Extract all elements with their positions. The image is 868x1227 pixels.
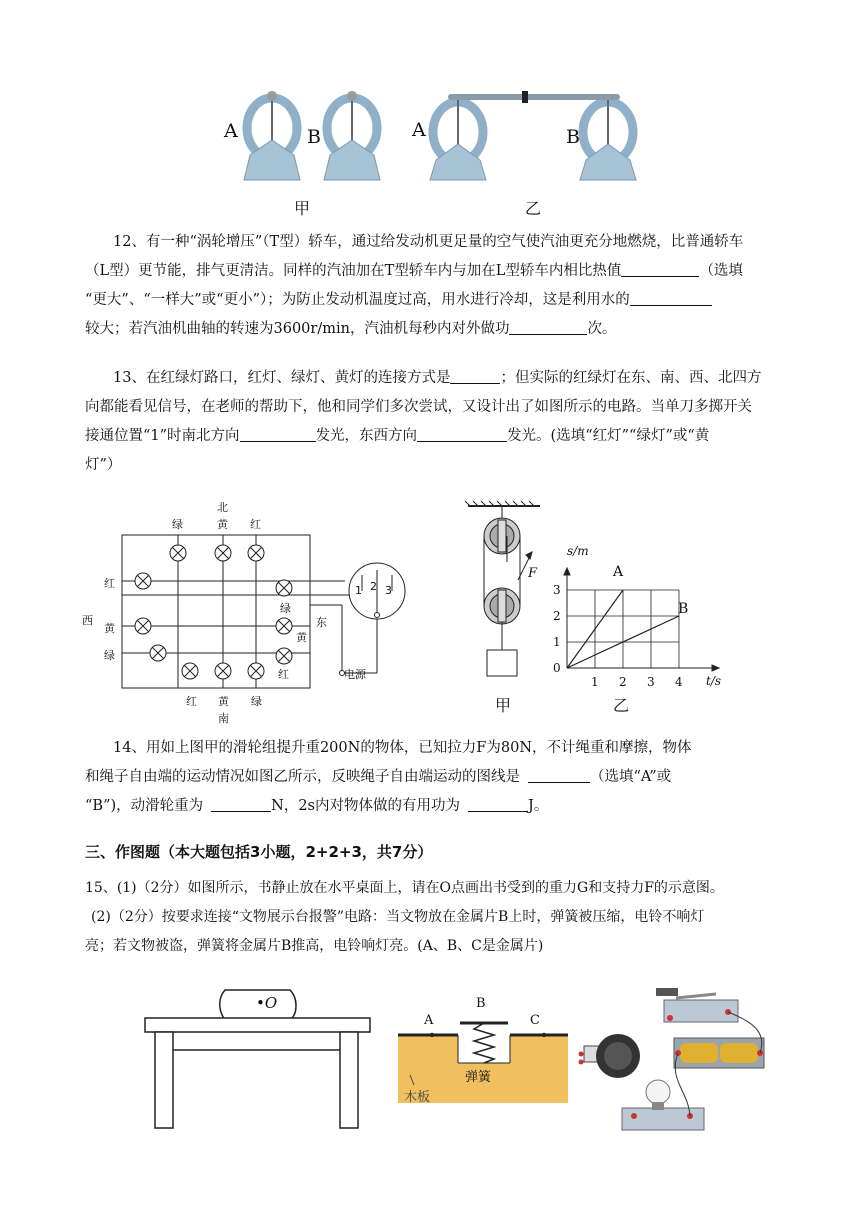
q12-line1: 12、有一种“涡轮增压”（T型）轿车，通过给发动机更足量的空气使汽油更充分地燃烧，比普通轿车 — [113, 234, 744, 250]
q13-line4: 灯”） — [85, 457, 122, 473]
x-tick-label: 4 — [675, 675, 683, 689]
q14-blank2[interactable] — [211, 797, 271, 812]
board-label: 木板 — [404, 1090, 431, 1105]
q13-line1a: 13、在红绿灯路口，红灯、绿灯、黄灯的连接方式是 — [113, 370, 451, 386]
spring-label: 弹簧 — [465, 1070, 492, 1085]
label-left-green: 绿 — [104, 649, 115, 662]
label-bottom-green: 绿 — [251, 695, 262, 708]
graph-ylabel: s/m — [567, 544, 589, 558]
label-top-green: 绿 — [172, 518, 183, 531]
point-o: •O — [256, 994, 278, 1012]
q15-line3: 亮；若文物被盗，弹簧将金属片B推高，电铃响灯亮。(A、B、C是金属片) — [85, 938, 544, 954]
label-right-green: 绿 — [280, 602, 291, 615]
q12-line4b: 次。 — [587, 321, 617, 337]
battery-icon — [674, 1038, 764, 1068]
label-b1: B — [307, 126, 321, 148]
y-axis-arrow — [564, 568, 570, 575]
metal-b-label: B — [476, 996, 486, 1011]
line-a-label: A — [613, 564, 624, 580]
x-tick-label: 3 — [647, 675, 655, 689]
electroscope-a — [244, 91, 300, 180]
label-bottom-red: 红 — [186, 695, 197, 708]
question-15 — [85, 874, 790, 961]
q14-line1: 14、用如上图甲的滑轮组提升重200N的物体，已知拉力F为80N，不计绳重和摩擦，物体 — [113, 740, 692, 756]
table-leg-left — [155, 1032, 173, 1128]
lamp-icon — [622, 1080, 704, 1130]
graph-xlabel: t/s — [706, 674, 722, 688]
label-b2: B — [566, 126, 580, 148]
q12-line2a: （L型）更节能，排气更清洁。同样的汽油加在T型轿车内与加在L型轿车内相比热值 — [85, 263, 622, 279]
label-right-red: 红 — [278, 668, 289, 681]
switch-icon — [656, 988, 738, 1022]
q12-line3a: “更大”、“一样大”或“更小”）；为防止发动机温度过高，用水进行冷却，这是利用水的 — [85, 292, 630, 308]
section-three-heading: 三、作图题（本大题包括3小题，2+2+3，共7分） — [85, 843, 433, 861]
q14-line3b: N，2s内对物体做的有用功为 — [271, 798, 460, 814]
table-top — [145, 1018, 370, 1032]
y-tick-label: 2 — [553, 609, 561, 623]
switch-pos-3: 3 — [385, 584, 392, 597]
caption-yi: 乙 — [525, 199, 542, 218]
label-power: 电源 — [344, 668, 366, 681]
label-right-yellow: 黄 — [296, 631, 307, 644]
caption-jia: 甲 — [294, 199, 311, 218]
electroscope-d — [580, 98, 636, 180]
label-a1: A — [224, 120, 238, 142]
line-b-label: B — [678, 601, 689, 617]
q15-line1: 15、(1)（2分）如图所示，书静止放在水平桌面上，请在O点画出书受到的重力G和支持力F的示意图。 — [85, 880, 724, 896]
force-label: F — [528, 566, 538, 581]
metal-c-label: C — [530, 1013, 540, 1028]
label-a2: A — [412, 119, 426, 141]
question-12 — [85, 228, 790, 344]
q15-line2: (2)（2分）按要求连接“文物展示台报警”电路：当文物放在金属片B上时，弹簧被压缩，电铃不响灯 — [91, 909, 705, 925]
electroscope-figure — [200, 80, 670, 220]
q14-line3c: J。 — [528, 798, 549, 814]
bell-icon — [579, 1034, 641, 1078]
graph-origin: 0 — [553, 661, 561, 675]
q13-line3a: 接通位置“1”时南北方向 — [85, 428, 240, 444]
metal-rod — [448, 91, 620, 103]
q13-blank1[interactable] — [450, 369, 500, 384]
x-tick-label: 1 — [591, 675, 599, 689]
q14-line2a: 和绳子自由端的运动情况如图乙所示，反映绳子自由端运动的图线是 — [85, 769, 520, 785]
label-top-yellow: 黄 — [217, 518, 228, 531]
q12-line4a: 较大；若汽油机曲轴的转速为3600r/min，汽油机每秒内对外做功 — [85, 321, 510, 337]
q13-line3b: 发光，东西方向 — [315, 428, 418, 444]
q12-blank2[interactable] — [630, 291, 712, 306]
pulley-caption: 甲 — [495, 696, 512, 715]
q13-line1b: ；但实际的红绿灯在东、南、西、北四方 — [500, 370, 762, 386]
label-east: 东 — [316, 616, 327, 629]
table-leg-right — [340, 1032, 358, 1128]
label-north: 北 — [217, 501, 228, 514]
x-tick-label: 2 — [619, 675, 627, 689]
y-tick-label: 3 — [553, 583, 561, 597]
q14-blank3[interactable] — [468, 797, 528, 812]
x-axis-arrow — [712, 665, 719, 671]
label-bottom-yellow: 黄 — [218, 695, 229, 708]
label-top-red: 红 — [250, 518, 261, 531]
question-14 — [85, 734, 790, 821]
q12-blank3[interactable] — [509, 320, 587, 335]
label-left-red: 红 — [104, 577, 115, 590]
q13-line3c: 发光。(选填“红灯”“绿灯”或“黄 — [507, 428, 710, 444]
switch-pos-2: 2 — [370, 580, 377, 593]
graph-caption: 乙 — [613, 696, 630, 715]
lamp-icons — [135, 545, 292, 679]
q12-blank1[interactable] — [621, 262, 699, 277]
alarm-components-figure — [578, 980, 778, 1140]
electroscope-c — [430, 98, 486, 180]
label-south: 南 — [218, 712, 229, 725]
question-13 — [85, 364, 790, 480]
pulley-system — [460, 500, 550, 690]
q13-blank2[interactable] — [240, 427, 316, 442]
label-west: 西 — [82, 614, 93, 627]
electroscope-b — [324, 91, 380, 180]
switch-pos-1: 1 — [355, 584, 362, 597]
metal-a-label: A — [424, 1013, 434, 1028]
q13-blank3[interactable] — [417, 427, 507, 442]
q14-line3a: “B”)，动滑轮重为 — [85, 798, 204, 814]
q12-line2b: （选填 — [699, 263, 743, 279]
label-left-yellow: 黄 — [104, 622, 115, 635]
q14-blank1[interactable] — [528, 768, 590, 783]
q14-line2b: （选填“A”或 — [590, 769, 672, 785]
y-tick-label: 1 — [553, 635, 561, 649]
q13-line2: 向都能看见信号，在老师的帮助下，他和同学们多次尝试，又设计出了如图所示的电路。当单刀多掷开关 — [85, 399, 752, 415]
